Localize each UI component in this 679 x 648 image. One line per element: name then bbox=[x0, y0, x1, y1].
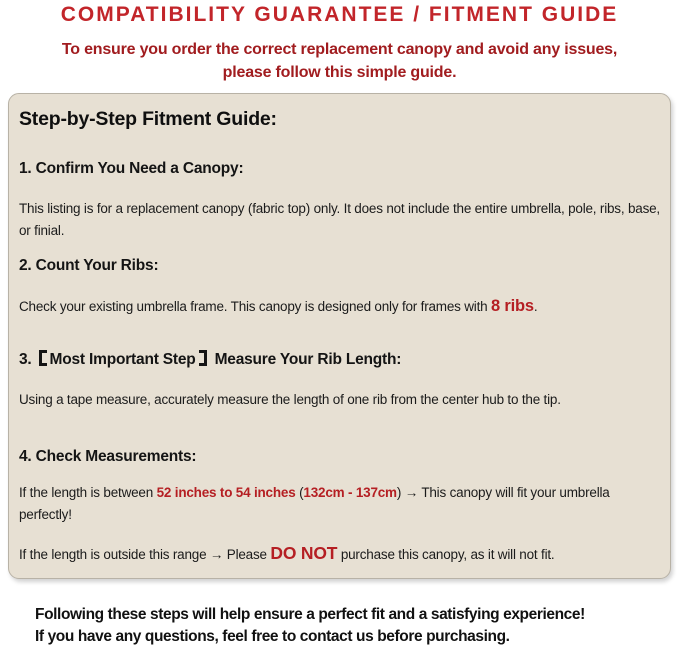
text-segment: This listing is for a replacement canopy (fabric top) only. It does not include the entire umbrella, pole, ribs, base, or finial. bbox=[19, 201, 660, 238]
step-3-heading-text: Measure Your Rib Length: bbox=[214, 351, 402, 368]
step-3-bracket-text: Most Important Step bbox=[49, 351, 196, 368]
footer-note bbox=[35, 604, 679, 648]
cm-range-highlight: 132cm - 137cm bbox=[303, 485, 397, 500]
fitment-guide-panel bbox=[8, 93, 671, 579]
text-segment: If the length is outside this range → Please bbox=[19, 547, 271, 562]
step-3-body bbox=[19, 389, 660, 411]
text-segment: purchase this canopy, as it will not fit. bbox=[337, 547, 555, 562]
rib-count-highlight: 8 ribs bbox=[491, 297, 534, 315]
step-3-number: 3. bbox=[19, 351, 32, 368]
fitment-guide-page bbox=[0, 3, 679, 648]
step-2-heading: 2. Count Your Ribs: bbox=[19, 257, 159, 274]
do-not-highlight: DO NOT bbox=[270, 543, 338, 563]
page-subtitle bbox=[0, 38, 679, 84]
guide-heading: Step-by-Step Fitment Guide: bbox=[19, 108, 277, 130]
text-segment: . bbox=[533, 299, 538, 314]
text-segment: ( bbox=[295, 485, 304, 500]
page-title: COMPATIBILITY GUARANTEE / FITMENT GUIDE bbox=[60, 3, 619, 26]
step-1-heading: 1. Confirm You Need a Canopy: bbox=[19, 160, 244, 177]
subtitle-line-2: please follow this simple guide. bbox=[222, 64, 457, 81]
inch-range-highlight: 52 inches to 54 inches bbox=[156, 485, 296, 500]
lenticular-bracket-close-icon bbox=[199, 350, 207, 366]
text-segment: Check your existing umbrella frame. This canopy is designed only for frames with bbox=[19, 299, 492, 314]
step-1-body bbox=[19, 198, 660, 242]
text-segment: ) → This canopy will fit your umbrella perfectly! bbox=[19, 485, 610, 522]
subtitle-line-1: To ensure you order the correct replacement canopy and avoid any issues, bbox=[61, 41, 618, 58]
text-segment: If the length is between bbox=[19, 485, 157, 500]
step-4-body bbox=[19, 482, 660, 526]
step-3-heading bbox=[19, 350, 660, 369]
lenticular-bracket-open-icon bbox=[39, 350, 47, 366]
step-2-body bbox=[19, 295, 660, 318]
step-4-heading: 4. Check Measurements: bbox=[19, 448, 197, 465]
step-4-body-2 bbox=[19, 542, 660, 566]
footer-line-1: Following these steps will help ensure a perfect fit and a satisfying experience! bbox=[35, 606, 585, 623]
text-segment: Using a tape measure, accurately measure the length of one rib from the center hub to the tip. bbox=[19, 392, 561, 407]
footer-line-2: If you have any questions, feel free to contact us before purchasing. bbox=[35, 628, 510, 645]
